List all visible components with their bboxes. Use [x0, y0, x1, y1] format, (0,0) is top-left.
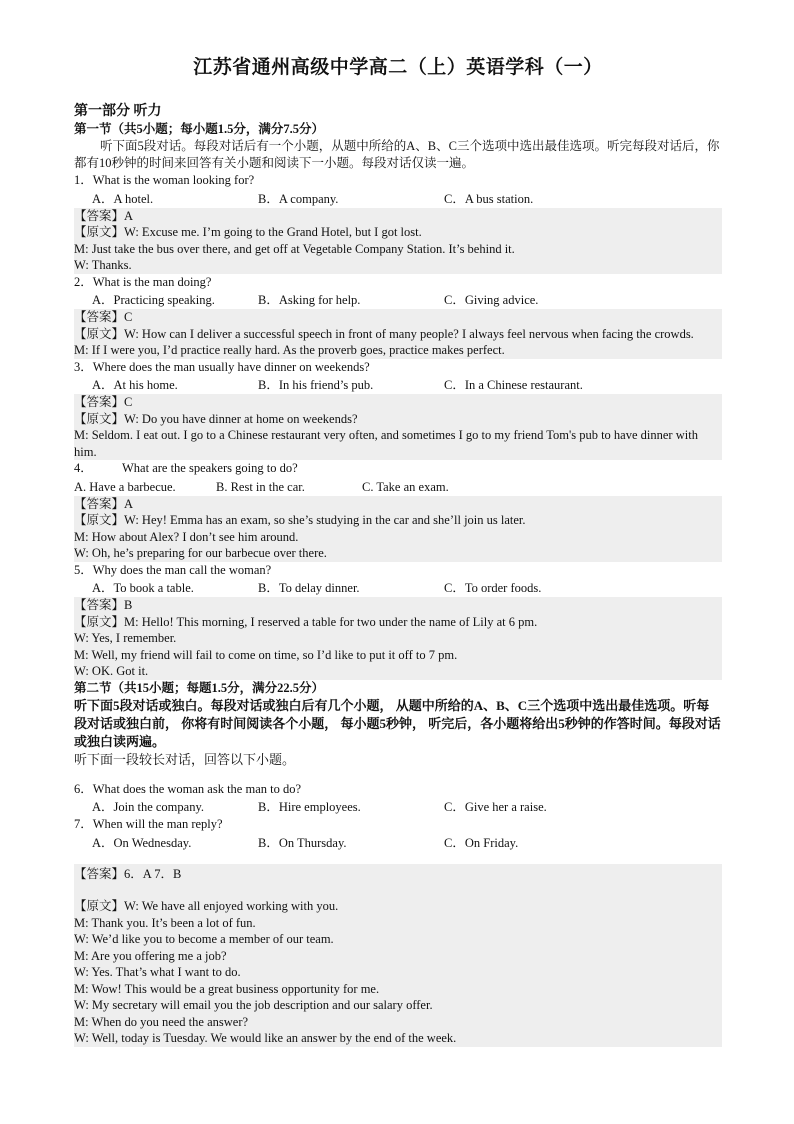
transcript-line: W: My secretary will email you the job description and our salary offer.: [74, 997, 722, 1014]
passage-lead: 听下面一段较长对话，回答以下小题。: [74, 751, 296, 767]
answer-line: 【答案】A: [74, 496, 722, 513]
option-a: A．To book a table.: [92, 581, 194, 595]
question-options: [74, 376, 722, 394]
section-heading: 第二节（共15小题；每题1.5分，满分22.5分）: [74, 680, 325, 695]
transcript-line: M: Well, my friend will fail to come on time, so I’d like to put it off to 7 pm.: [74, 647, 722, 664]
transcript-line: 【原文】W: Do you have dinner at home on weekends?: [74, 411, 722, 428]
section-heading: 第一节（共5小题；每小题1.5分，满分7.5分）: [74, 122, 325, 136]
option-b: B. Rest in the car.: [216, 479, 305, 494]
question-stem: 5．Why does the man call the woman?: [74, 562, 272, 577]
answer-line: 【答案】B: [74, 597, 722, 614]
question-text: What are the speakers going to do?: [122, 461, 298, 475]
question-stem: 7．When will the man reply?: [74, 817, 223, 831]
option-c: C．A bus station.: [444, 191, 534, 206]
transcript-line: W: Well, today is Tuesday. We would like an answer by the end of the week.: [74, 1030, 722, 1047]
transcript-line: W: Thanks.: [74, 257, 722, 274]
part-heading: 第一部分 听力: [74, 104, 162, 119]
option-c: C．To order foods.: [444, 581, 542, 595]
question-options: [74, 478, 722, 496]
question-stem: 1．What is the woman looking for?: [74, 173, 255, 187]
question-stem: [74, 460, 722, 478]
option-a: A. Have a barbecue.: [74, 479, 176, 494]
transcript-line: W: Yes. That’s what I want to do.: [74, 964, 722, 981]
question-number: 4．: [74, 461, 93, 475]
option-a: A．Join the company.: [92, 800, 205, 814]
question-options: [74, 834, 722, 852]
option-c: C．On Friday.: [444, 835, 519, 850]
option-c: C. Take an exam.: [362, 479, 449, 494]
question-stem: 6．What does the woman ask the man to do?: [74, 781, 302, 796]
option-c: C．Giving advice.: [444, 293, 539, 307]
transcript-line: M: Just take the bus over there, and get off at Vegetable Company Station. It’s behind it.: [74, 241, 722, 258]
question-stem: 3．Where does the man usually have dinner on weekends?: [74, 359, 370, 374]
section-instructions: 听下面5段对话或独白。每段对话或独白后有几个小题， 从题中所给的A、B、C三个选项中选出最佳选项。听每段对话或独白前， 你将有时间阅读各个小题， 每小题5秒钟， 听完后，各小题将给出5秒钟的作答时间。每段对话或独白读两遍。: [74, 697, 721, 749]
option-b: B．To delay dinner.: [258, 581, 360, 595]
option-c: C．In a Chinese restaurant.: [444, 378, 583, 392]
option-a: A．At his home.: [92, 378, 178, 392]
transcript-line: 【原文】W: How can I deliver a successful speech in front of many people? I always feel nervous when facing the crowds.: [74, 326, 722, 343]
section-instructions: 听下面5段对话。每段对话后有一个小题，从题中所给的A、B、C三个选项中选出最佳选项。听完每段对话后，你都有10秒钟的时间来回答有关小题和阅读下一小题。每段对话仅读一遍。: [74, 139, 720, 170]
answer-spacer: [74, 884, 722, 898]
question-options: [74, 798, 722, 816]
transcript-line: M: Thank you. It’s been a lot of fun.: [74, 915, 722, 932]
transcript-line: M: Wow! This would be a great business opportunity for me.: [74, 981, 722, 998]
transcript-line: M: If I were you, I’d practice really hard. As the proverb goes, practice makes perfect.: [74, 342, 722, 359]
transcript-line: W: We’d like you to become a member of our team.: [74, 931, 722, 948]
option-b: B．Asking for help.: [258, 293, 361, 307]
question-stem: 2．What is the man doing?: [74, 274, 212, 289]
transcript-line: W: Yes, I remember.: [74, 630, 722, 647]
transcript-line: 【原文】W: Hey! Emma has an exam, so she’s studying in the car and she’ll join us later.: [74, 512, 722, 529]
document-title: 江苏省通州高级中学高二（上）英语学科（一）: [193, 57, 603, 78]
question-options: [74, 579, 722, 597]
option-a: A．Practicing speaking.: [92, 293, 215, 307]
transcript-line: W: OK. Got it.: [74, 663, 722, 680]
transcript-line: M: When do you need the answer?: [74, 1014, 722, 1031]
transcript-line: W: Oh, he’s preparing for our barbecue over there.: [74, 545, 722, 562]
option-a: A．On Wednesday.: [92, 835, 192, 850]
transcript-line: 【原文】W: Excuse me. I’m going to the Grand Hotel, but I got lost.: [74, 224, 722, 241]
option-a: A．A hotel.: [92, 191, 154, 206]
answer-line: 【答案】6．A 7．B: [74, 864, 722, 885]
transcript-line: M: Seldom. I eat out. I go to a Chinese restaurant very often, and sometimes I go to my friend Tom's pub to have dinner with him.: [74, 427, 722, 460]
answer-line: 【答案】A: [74, 208, 722, 225]
question-options: [74, 291, 722, 309]
option-b: B．Hire employees.: [258, 800, 361, 814]
option-b: B．In his friend’s pub.: [258, 378, 374, 392]
question-options: [74, 190, 722, 208]
option-b: B．A company.: [258, 191, 339, 206]
exam-page: [74, 52, 722, 1047]
transcript-line: 【原文】M: Hello! This morning, I reserved a table for two under the name of Lily at 6 pm.: [74, 614, 722, 631]
answer-line: 【答案】C: [74, 309, 722, 326]
option-c: C．Give her a raise.: [444, 800, 547, 814]
answer-line: 【答案】C: [74, 394, 722, 411]
transcript-line: M: How about Alex? I don’t see him around.: [74, 529, 722, 546]
option-b: B．On Thursday.: [258, 835, 347, 850]
transcript-line: 【原文】W: We have all enjoyed working with you.: [74, 898, 722, 915]
transcript-line: M: Are you offering me a job?: [74, 948, 722, 965]
